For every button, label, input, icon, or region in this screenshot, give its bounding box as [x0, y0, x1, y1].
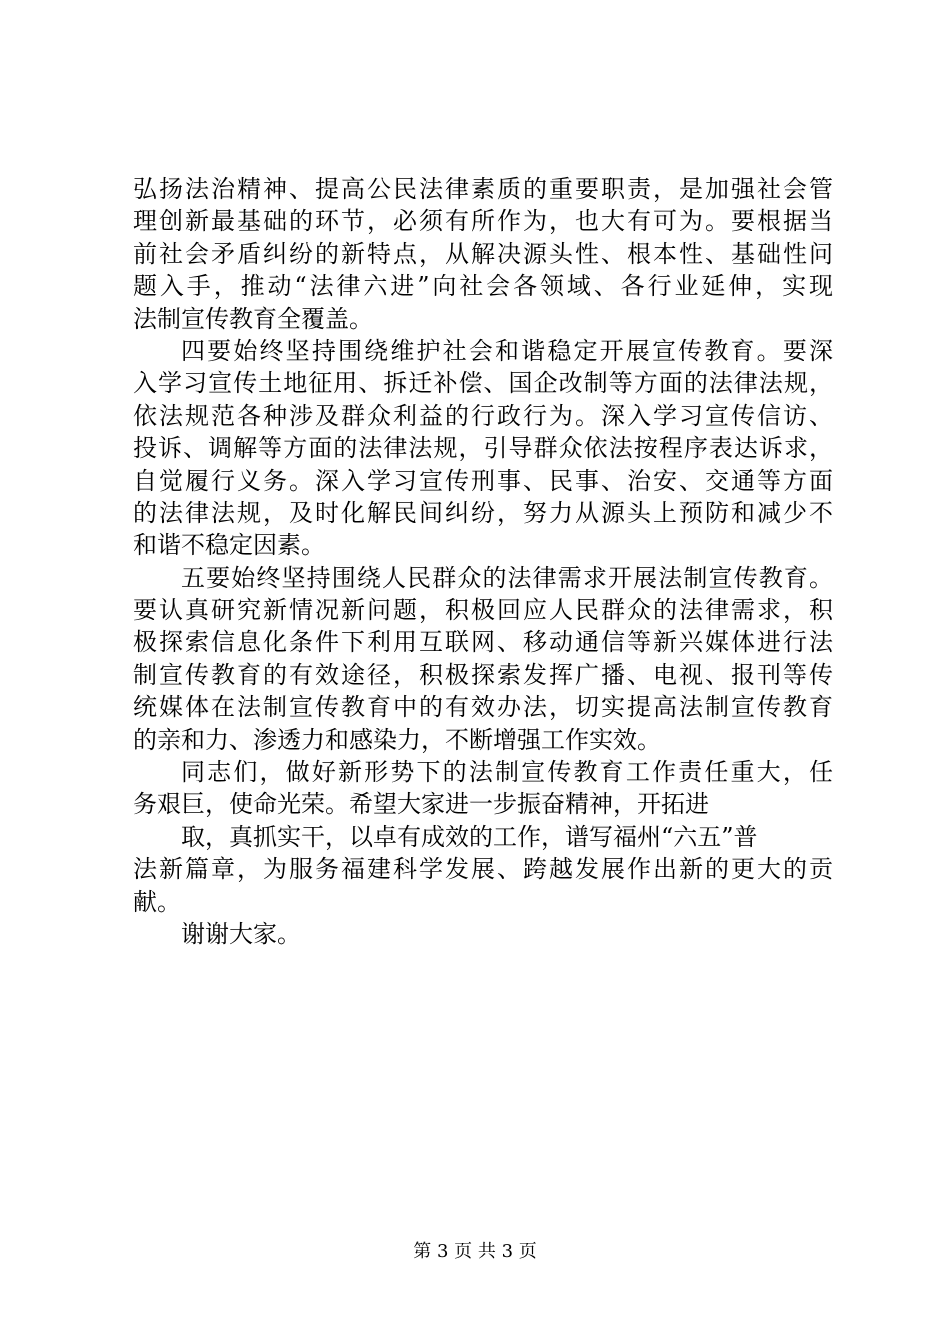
- text-line: 要认真研究新情况新问题，积极回应人民群众的法律需求，积: [133, 596, 833, 625]
- document-body: [133, 173, 833, 950]
- text-line: 的亲和力、渗透力和感染力，不断增强工作实效。: [133, 725, 661, 754]
- text-line: 理创新最基础的环节，必须有所作为，也大有可为。要根据当: [133, 207, 833, 236]
- text-line: 务艰巨，使命光荣。希望大家进一步振奋精神，开拓进: [133, 790, 709, 819]
- text-line: 题入手，推动“法律六进”向社会各领域、各行业延伸，实现: [133, 272, 833, 301]
- text-line: 依法规范各种涉及群众利益的行政行为。深入学习宣传信访、: [133, 401, 833, 430]
- text-line: 献。: [133, 887, 181, 916]
- text-line: 统媒体在法制宣传教育中的有效办法，切实提高法制宣传教育: [133, 693, 833, 722]
- text-line: 五要始终坚持围绕人民群众的法律需求开展法制宣传教育。: [181, 563, 833, 592]
- text-line: 法新篇章，为服务福建科学发展、跨越发展作出新的更大的贡: [133, 855, 833, 884]
- text-line: 法制宣传教育全覆盖。: [133, 304, 373, 333]
- text-line: 取，真抓实干，以卓有成效的工作，谱写福州“六五”普: [181, 822, 758, 851]
- text-line: 同志们，做好新形势下的法制宣传教育工作责任重大，任: [181, 758, 833, 787]
- text-line: 的法律法规，及时化解民间纠纷，努力从源头上预防和减少不: [133, 498, 833, 527]
- text-line: 四要始终坚持围绕维护社会和谐稳定开展宣传教育。要深: [181, 336, 833, 365]
- text-line: 自觉履行义务。深入学习宣传刑事、民事、治安、交通等方面: [133, 466, 833, 495]
- text-line: 前社会矛盾纠纷的新特点，从解决源头性、根本性、基础性问: [133, 239, 833, 268]
- text-line: 极探索信息化条件下利用互联网、移动通信等新兴媒体进行法: [133, 628, 833, 657]
- text-line: 弘扬法治精神、提高公民法律素质的重要职责，是加强社会管: [133, 175, 833, 203]
- text-line: 制宣传教育的有效途径，积极探索发挥广播、电视、报刊等传: [133, 660, 833, 689]
- text-line: 和谐不稳定因素。: [133, 531, 325, 560]
- text-line: 入学习宣传土地征用、拆迁补偿、国企改制等方面的法律法规，: [133, 369, 833, 398]
- text-line: 投诉、调解等方面的法律法规，引导群众依法按程序表达诉求，: [133, 434, 833, 463]
- text-line: 谢谢大家。: [181, 919, 301, 948]
- page-footer: 第 3 页 共 3 页: [413, 1241, 537, 1262]
